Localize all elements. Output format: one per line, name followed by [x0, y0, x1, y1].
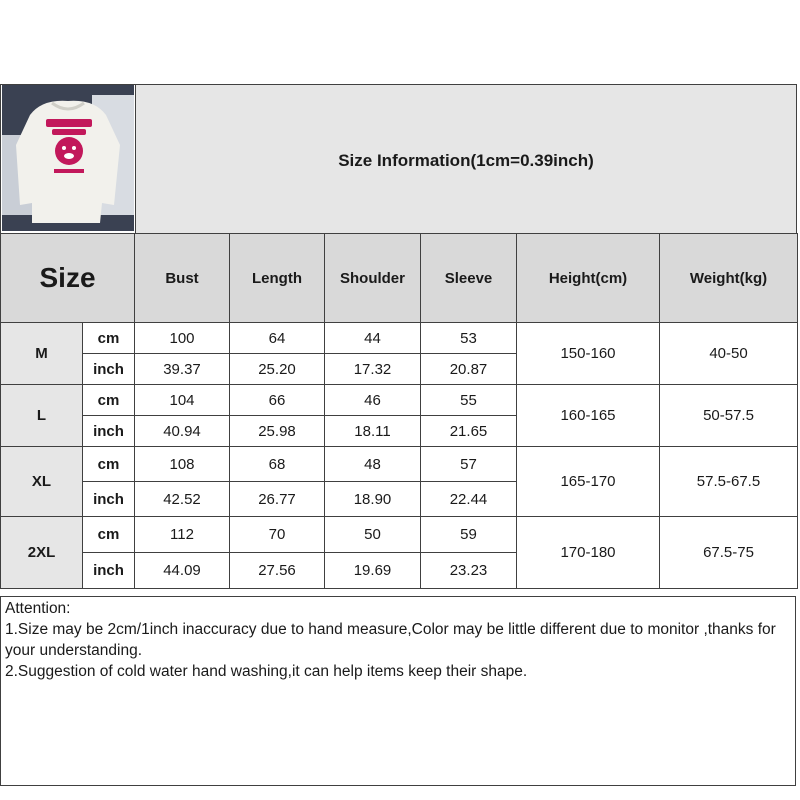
- cell: 27.56: [230, 553, 325, 589]
- cell: 17.32: [325, 354, 421, 385]
- note-accuracy: 1.Size may be 2cm/1inch inaccuracy due to hand measure,Color may be little different due to monitor ,thanks for your understanding.: [5, 621, 776, 659]
- unit-cm: cm: [83, 447, 135, 482]
- header-table: [0, 84, 797, 237]
- cell: 42.52: [135, 482, 230, 517]
- cell: 22.44: [421, 482, 517, 517]
- size-m: M: [1, 323, 83, 385]
- cell: 68: [230, 447, 325, 482]
- cell: 39.37: [135, 354, 230, 385]
- weight-range: 50-57.5: [660, 385, 798, 447]
- attention-heading: Attention:: [5, 600, 71, 617]
- unit-cm: cm: [83, 323, 135, 354]
- height-range: 170-180: [517, 517, 660, 589]
- product-photo: [1, 85, 136, 237]
- weight-range: 40-50: [660, 323, 798, 385]
- cell: 20.87: [421, 354, 517, 385]
- header-row: [1, 234, 798, 323]
- size-table: [0, 233, 798, 589]
- height-range: 165-170: [517, 447, 660, 517]
- table-row: [1, 517, 798, 553]
- sweatshirt-image: [2, 85, 134, 231]
- table-row: [1, 323, 798, 354]
- cell: 48: [325, 447, 421, 482]
- unit-inch: inch: [83, 416, 135, 447]
- cell: 44: [325, 323, 421, 354]
- cell: 112: [135, 517, 230, 553]
- cell: 100: [135, 323, 230, 354]
- cell: 55: [421, 385, 517, 416]
- cell: 40.94: [135, 416, 230, 447]
- cell: 18.90: [325, 482, 421, 517]
- unit-inch: inch: [83, 482, 135, 517]
- size-header: Size: [1, 234, 135, 323]
- cell: 18.11: [325, 416, 421, 447]
- unit-cm: cm: [83, 385, 135, 416]
- cell: 25.20: [230, 354, 325, 385]
- unit-inch: inch: [83, 354, 135, 385]
- size-xl: XL: [1, 447, 83, 517]
- cell: 59: [421, 517, 517, 553]
- cell: 66: [230, 385, 325, 416]
- cell: 53: [421, 323, 517, 354]
- table-row: [1, 385, 798, 416]
- cell: 44.09: [135, 553, 230, 589]
- size-2xl: 2XL: [1, 517, 83, 589]
- cell: 64: [230, 323, 325, 354]
- attention-notes: [0, 596, 796, 786]
- unit-cm: cm: [83, 517, 135, 553]
- height-range: 160-165: [517, 385, 660, 447]
- cell: 108: [135, 447, 230, 482]
- cell: 25.98: [230, 416, 325, 447]
- col-shoulder: Shoulder: [325, 234, 421, 323]
- cell: 70: [230, 517, 325, 553]
- weight-range: 57.5-67.5: [660, 447, 798, 517]
- cell: 104: [135, 385, 230, 416]
- col-height: Height(cm): [517, 234, 660, 323]
- weight-range: 67.5-75: [660, 517, 798, 589]
- table-row: [1, 447, 798, 482]
- cell: 19.69: [325, 553, 421, 589]
- col-bust: Bust: [135, 234, 230, 323]
- cell: 26.77: [230, 482, 325, 517]
- note-washing: 2.Suggestion of cold water hand washing,it can help items keep their shape.: [5, 663, 528, 680]
- col-sleeve: Sleeve: [421, 234, 517, 323]
- cell: 46: [325, 385, 421, 416]
- height-range: 150-160: [517, 323, 660, 385]
- size-l: L: [1, 385, 83, 447]
- cell: 23.23: [421, 553, 517, 589]
- cell: 57: [421, 447, 517, 482]
- chart-title: Size Information(1cm=0.39inch): [136, 85, 797, 237]
- cell: 50: [325, 517, 421, 553]
- col-length: Length: [230, 234, 325, 323]
- col-weight: Weight(kg): [660, 234, 798, 323]
- unit-inch: inch: [83, 553, 135, 589]
- cell: 21.65: [421, 416, 517, 447]
